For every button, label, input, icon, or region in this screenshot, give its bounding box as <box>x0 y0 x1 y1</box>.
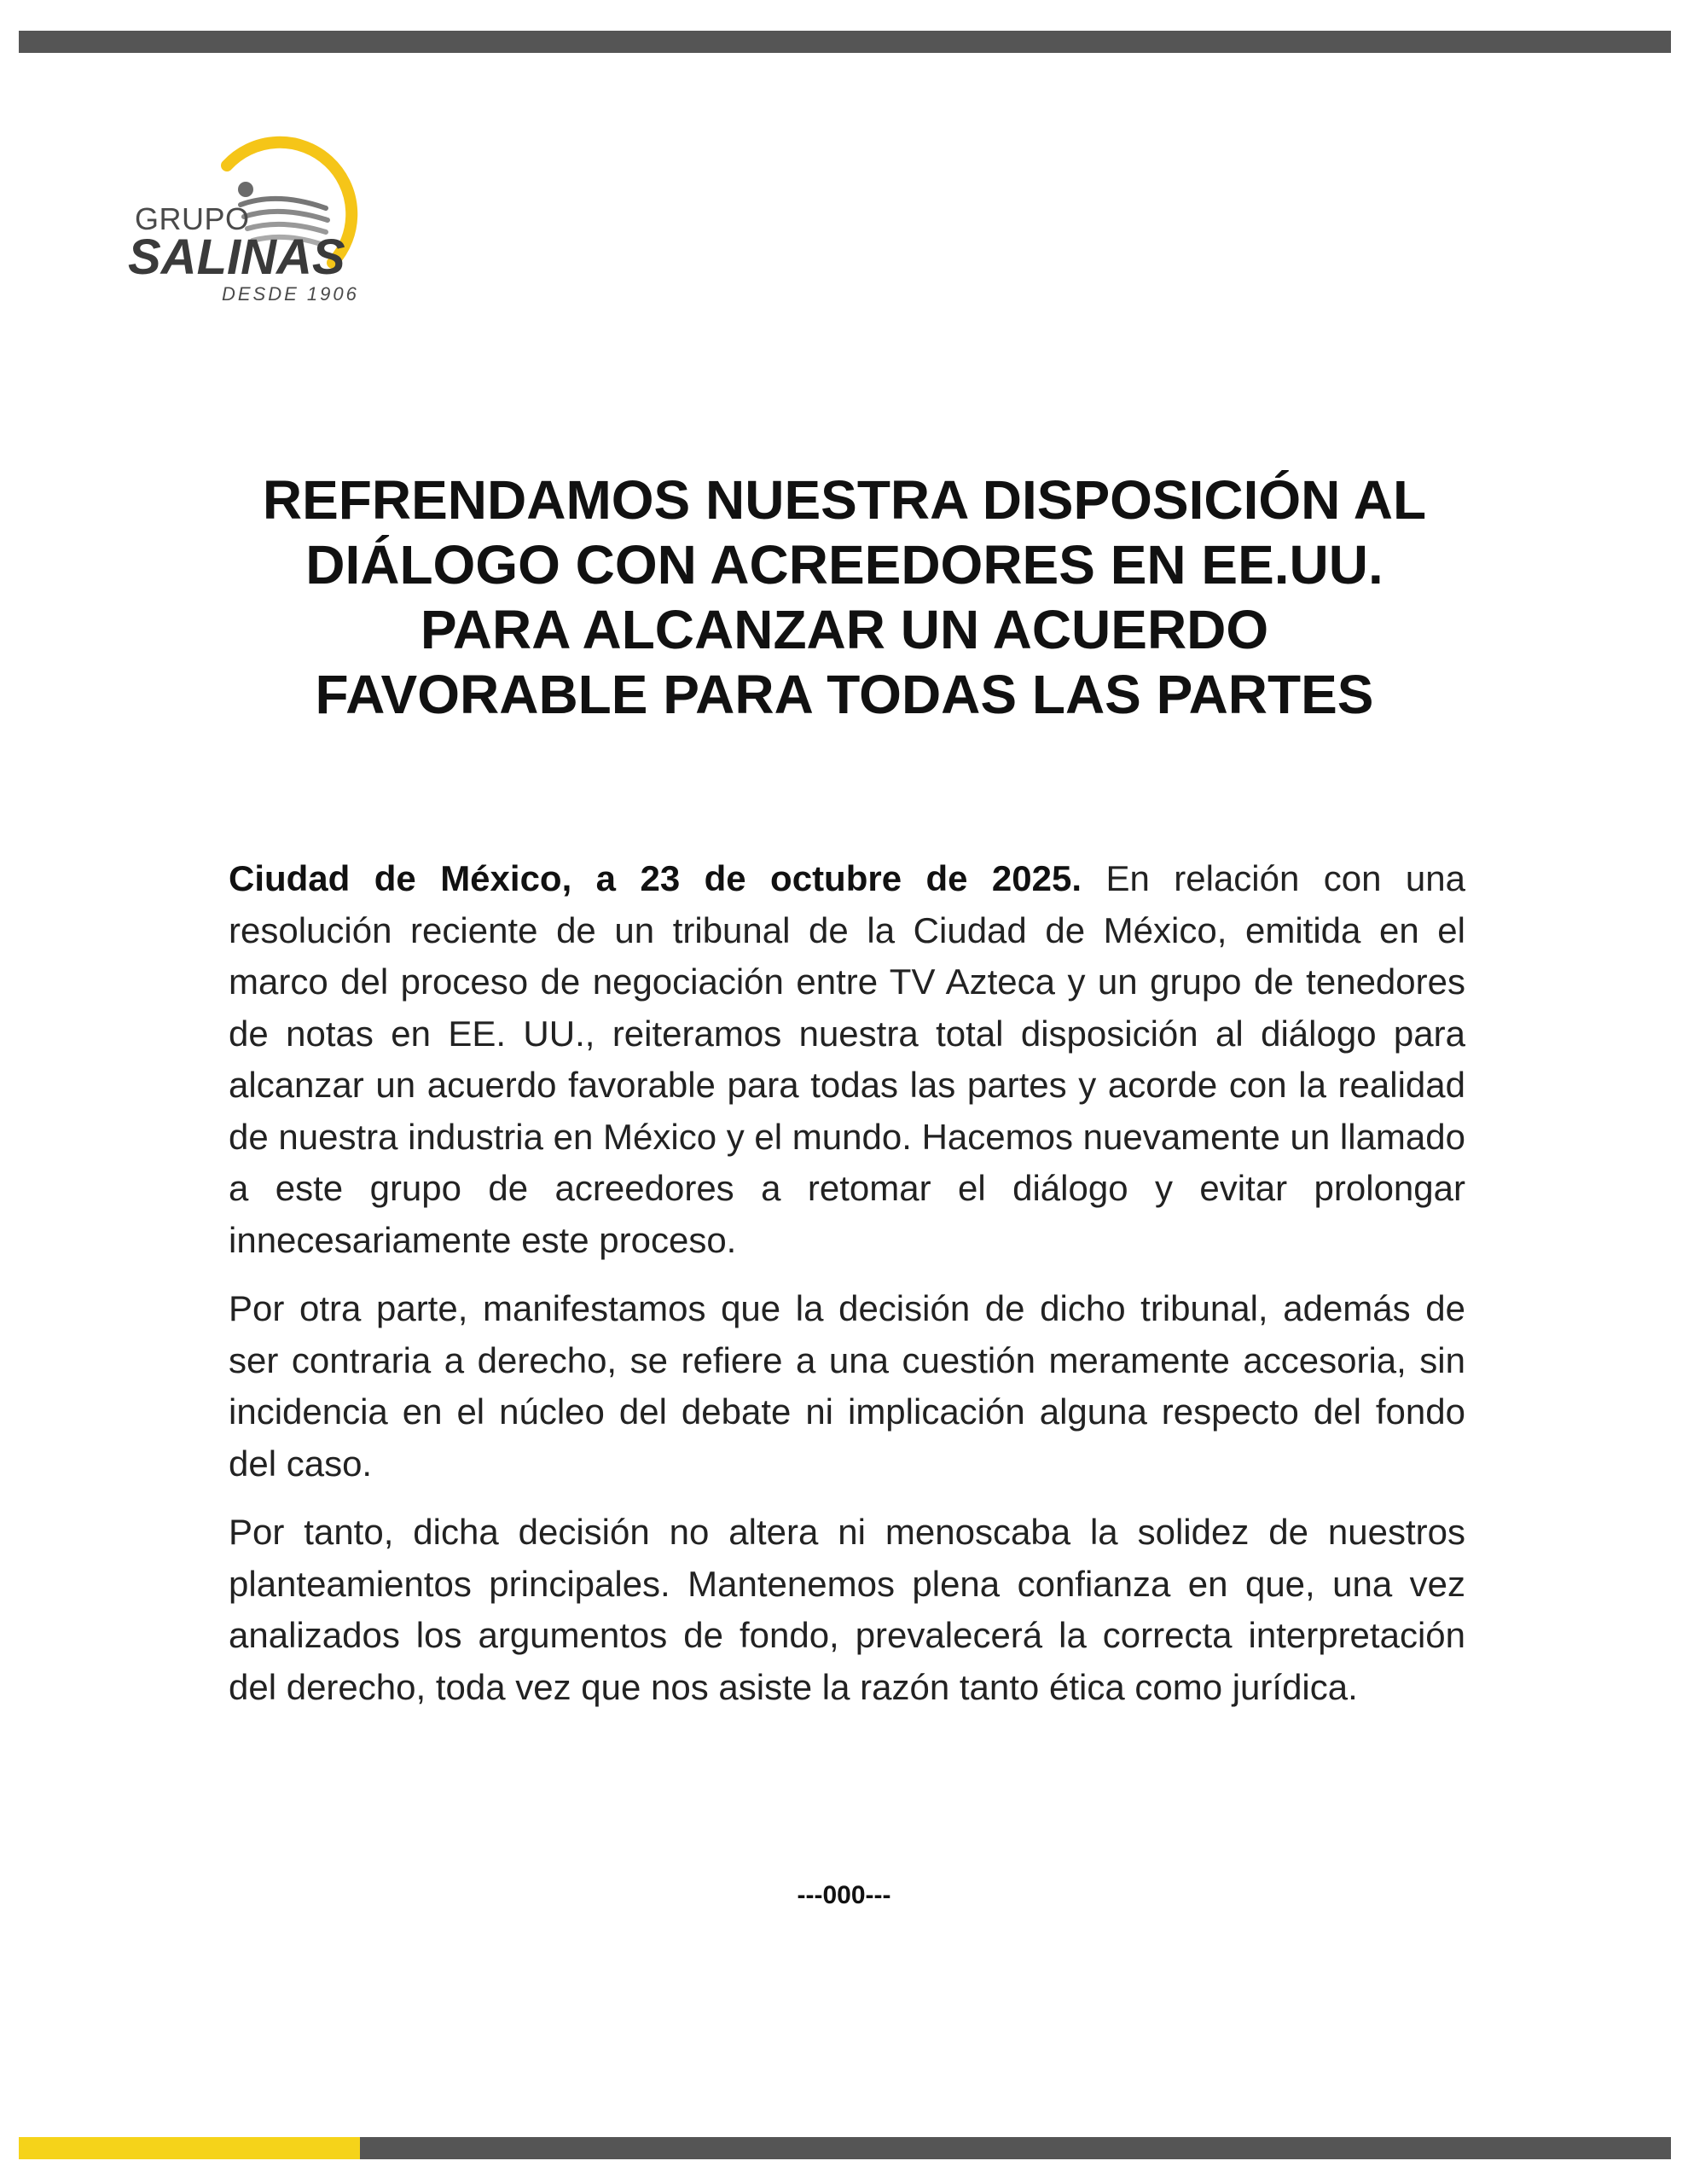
dateline: Ciudad de México, a 23 de octubre de 2025. <box>229 858 1082 898</box>
bottom-bar-accent <box>19 2137 360 2159</box>
paragraph-text: Por otra parte, manifestamos que la decisión de dicho tribunal, además de ser contraria a derecho, se refiere a una cuestión meramente accesoria, sin incidencia en el núcleo del debate ni implicación alguna respecto del fondo del caso. <box>229 1288 1465 1484</box>
body-paragraph <box>229 1283 1465 1490</box>
press-release-title <box>171 468 1518 727</box>
top-decorative-bar <box>19 31 1671 53</box>
bottom-decorative-bar <box>19 2137 1671 2159</box>
paragraph-text: Por tanto, dicha decisión no altera ni menoscaba la solidez de nuestros planteamientos principales. Mantenemos plena confianza en que, una vez analizados los argumentos de fondo, prevalecerá la correcta interpretación del derecho, toda vez que nos asiste la razón tanto ética como jurídica. <box>229 1512 1465 1707</box>
press-release-body <box>229 853 1465 1730</box>
body-paragraph <box>229 1507 1465 1713</box>
title-line: FAVORABLE PARA TODAS LAS PARTES <box>315 664 1374 725</box>
logo-salinas-text: SALINAS <box>128 229 345 285</box>
logo-desde-text: DESDE 1906 <box>222 283 359 305</box>
title-line: PARA ALCANZAR UN ACUERDO <box>420 599 1269 660</box>
grupo-salinas-logo <box>128 135 375 305</box>
title-line: REFRENDAMOS NUESTRA DISPOSICIÓN AL <box>262 469 1427 531</box>
title-line: DIÁLOGO CON ACREEDORES EN EE.UU. <box>305 534 1383 595</box>
closing-mark: ---000--- <box>797 1881 891 1909</box>
paragraph-text: En relación con una resolución reciente de un tribunal de la Ciudad de México, emitida en el marco del proceso de negociación entre TV Azteca y un grupo de tenedores de notas en EE. UU., reiteramos nuestra total disposición al diálogo para alcanzar un acuerdo favorable para todas las partes y acorde con la realidad de nuestra industria en México y el mundo. Hacemos nuevamente un llamado a este grupo de acreedores a retomar el diálogo y evitar prolongar innecesariamente este proceso. <box>229 858 1466 1260</box>
body-paragraph <box>229 853 1465 1266</box>
logo-grupo-text: GRUPO <box>135 201 250 236</box>
